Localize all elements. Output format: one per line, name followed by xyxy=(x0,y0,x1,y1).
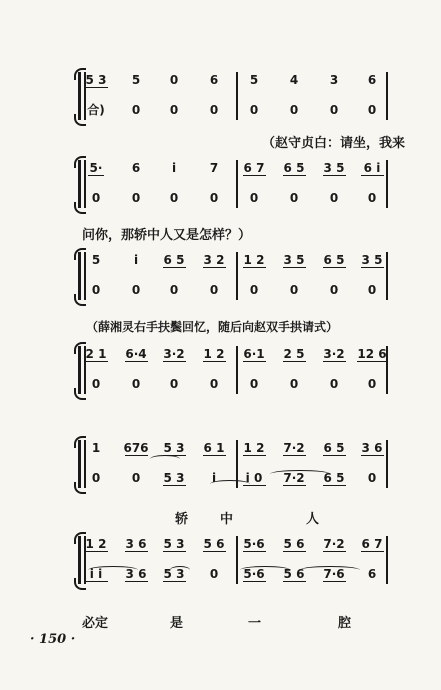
notation-beat: 0 xyxy=(169,103,179,117)
melody-row xyxy=(0,440,441,456)
notation-beat: 5· xyxy=(89,161,103,175)
stage-direction: （薛湘灵右手扶鬓回忆，随后向赵双手拱请式） xyxy=(86,320,339,334)
notation-beat: 5 3 xyxy=(85,73,107,87)
notation-beat: 676 xyxy=(123,441,149,455)
notation-beat: 1 2 xyxy=(243,253,265,267)
beat-underline xyxy=(85,361,108,362)
notation-beat: 5 3 xyxy=(163,471,185,485)
notation-beat: 0 xyxy=(209,191,219,205)
melody-row xyxy=(0,160,441,176)
beat-underline xyxy=(163,485,186,486)
notation-beat: 3 5 xyxy=(361,253,383,267)
beat-underline xyxy=(283,551,306,552)
notation-beat: 0 xyxy=(367,471,377,485)
notation-beat: 1 2 xyxy=(243,441,265,455)
notation-beat: 6 xyxy=(131,161,141,175)
slur xyxy=(240,566,290,574)
beat-underline xyxy=(163,551,186,552)
beat-underline xyxy=(323,551,346,552)
beat-underline xyxy=(125,455,148,456)
slur xyxy=(88,566,138,574)
notation-beat: 5 xyxy=(91,253,101,267)
notation-beat: 3·2 xyxy=(163,347,185,361)
notation-beat: 0 xyxy=(91,377,101,391)
beat-underline xyxy=(283,455,306,456)
notation-beat: i xyxy=(133,253,139,267)
notation-beat: 0 xyxy=(131,377,141,391)
notation-beat: 7 xyxy=(209,161,219,175)
beat-underline xyxy=(323,361,346,362)
lyric-biding: 必定 xyxy=(82,616,109,631)
beat-underline xyxy=(203,551,226,552)
notation-beat: 0 xyxy=(91,191,101,205)
accompaniment-row xyxy=(0,566,441,582)
slur xyxy=(270,470,330,478)
spoken-dialogue-2: 问你，那轿中人又是怎样？） xyxy=(82,228,252,243)
notation-beat: 0 xyxy=(249,283,259,297)
notation-beat: 3 6 xyxy=(125,537,147,551)
notation-beat: 6 xyxy=(367,567,377,581)
beat-underline xyxy=(85,551,108,552)
notation-beat: 6 5 xyxy=(323,471,345,485)
notation-beat: 5 6 xyxy=(203,537,225,551)
beat-underline xyxy=(361,551,384,552)
beat-underline xyxy=(323,267,346,268)
spoken-dialogue-1: （赵守贞白：请坐，我来 xyxy=(262,136,406,151)
accompaniment-row xyxy=(0,102,441,118)
notation-beat: 0 xyxy=(367,377,377,391)
notation-beat: 1 2 xyxy=(203,347,225,361)
notation-beat: 3 5 xyxy=(283,253,305,267)
notation-beat: 6 7 xyxy=(243,161,265,175)
notation-beat: 3 2 xyxy=(203,253,225,267)
beat-underline xyxy=(125,361,148,362)
notation-beat: 5 xyxy=(249,73,259,87)
accompaniment-row xyxy=(0,282,441,298)
notation-beat: 6·1 xyxy=(243,347,265,361)
notation-beat: 5·6 xyxy=(243,537,265,551)
beat-underline xyxy=(361,175,384,176)
beat-underline xyxy=(203,267,226,268)
notation-beat: 0 xyxy=(209,377,219,391)
notation-beat: 0 xyxy=(131,283,141,297)
slur xyxy=(210,480,250,488)
notation-beat: 3 6 xyxy=(361,441,383,455)
melody-row xyxy=(0,72,441,88)
notation-beat: 1 xyxy=(91,441,101,455)
notation-beat: 0 xyxy=(329,283,339,297)
notation-beat: 1 2 xyxy=(85,537,107,551)
melody-row xyxy=(0,252,441,268)
notation-beat: 5 xyxy=(131,73,141,87)
beat-underline xyxy=(163,581,186,582)
lyric-jiao: 轿 xyxy=(175,512,189,527)
notation-beat: 0 xyxy=(329,103,339,117)
beat-underline xyxy=(88,175,104,176)
notation-beat: 0 xyxy=(169,377,179,391)
notation-beat: 6 5 xyxy=(323,441,345,455)
notation-beat: 0 xyxy=(289,191,299,205)
notation-beat: 4 xyxy=(289,73,299,87)
notation-beat: 0 xyxy=(91,471,101,485)
notation-beat: 0 xyxy=(209,103,219,117)
lyric-yi: 一 xyxy=(248,616,262,631)
slur xyxy=(170,566,190,574)
notation-beat: 5 3 xyxy=(163,567,185,581)
lyric-ren: 人 xyxy=(306,512,320,527)
beat-underline xyxy=(163,267,186,268)
beat-underline xyxy=(203,361,226,362)
beat-underline xyxy=(283,267,306,268)
notation-beat: 0 xyxy=(367,283,377,297)
lyric-zhong: 中 xyxy=(220,512,234,527)
beat-underline xyxy=(323,581,346,582)
notation-beat: 3 6 xyxy=(125,567,147,581)
beat-underline xyxy=(243,175,266,176)
notation-beat: 6 7 xyxy=(361,537,383,551)
notation-beat: 6 i xyxy=(363,161,381,175)
notation-beat: 3·2 xyxy=(323,347,345,361)
beat-underline xyxy=(323,455,346,456)
beat-underline xyxy=(243,581,266,582)
beat-underline xyxy=(243,455,266,456)
notation-beat: 0 xyxy=(209,567,219,581)
notation-beat: 0 xyxy=(289,103,299,117)
notation-beat: 0 xyxy=(249,191,259,205)
notation-beat: 5·6 xyxy=(243,567,265,581)
accompaniment-row xyxy=(0,190,441,206)
notation-beat: 5 6 xyxy=(283,567,305,581)
beat-underline xyxy=(163,361,186,362)
notation-beat: 2 5 xyxy=(283,347,305,361)
lyric-qiang: 腔 xyxy=(338,616,352,631)
beat-underline xyxy=(243,361,266,362)
beat-underline xyxy=(203,455,226,456)
notation-beat: 6 5 xyxy=(323,253,345,267)
notation-beat: 0 xyxy=(329,191,339,205)
notation-beat: 6 5 xyxy=(163,253,185,267)
notation-beat: 7·6 xyxy=(323,567,345,581)
notation-beat: 7·2 xyxy=(283,471,305,485)
notation-beat: 合) xyxy=(87,103,105,117)
beat-underline xyxy=(243,267,266,268)
notation-beat: i i xyxy=(89,567,103,581)
beat-underline xyxy=(283,175,306,176)
beat-underline xyxy=(361,267,384,268)
notation-beat: 0 xyxy=(367,191,377,205)
beat-underline xyxy=(85,87,108,88)
beat-underline xyxy=(283,581,306,582)
notation-beat: 6 5 xyxy=(283,161,305,175)
beat-underline xyxy=(85,581,108,582)
notation-beat: 0 xyxy=(329,377,339,391)
notation-beat: 2 1 xyxy=(85,347,107,361)
beat-underline xyxy=(323,175,346,176)
notation-beat: 6 1 xyxy=(203,441,225,455)
beat-underline xyxy=(283,485,306,486)
notation-beat: 6 xyxy=(367,73,377,87)
notation-beat: 0 xyxy=(367,103,377,117)
notation-beat: 0 xyxy=(169,283,179,297)
notation-beat: 3 5 xyxy=(323,161,345,175)
melody-row xyxy=(0,346,441,362)
notation-beat: 0 xyxy=(209,283,219,297)
notation-beat: 7·2 xyxy=(323,537,345,551)
notation-beat: i xyxy=(211,471,217,485)
notation-beat: 5 3 xyxy=(163,441,185,455)
notation-beat: 5 6 xyxy=(283,537,305,551)
beat-underline xyxy=(125,551,148,552)
notation-beat: 0 xyxy=(91,283,101,297)
notation-beat: 12 6 xyxy=(357,347,387,361)
notation-beat: 6 xyxy=(209,73,219,87)
notation-beat: i xyxy=(171,161,177,175)
notation-beat: 3 xyxy=(329,73,339,87)
beat-underline xyxy=(283,361,306,362)
notation-beat: 0 xyxy=(169,73,179,87)
beat-underline xyxy=(243,551,266,552)
beat-underline xyxy=(361,455,384,456)
slur xyxy=(150,455,180,463)
slur xyxy=(300,566,360,574)
notation-beat: 0 xyxy=(249,103,259,117)
notation-beat: 0 xyxy=(289,283,299,297)
beat-underline xyxy=(323,485,346,486)
notation-beat: 0 xyxy=(249,377,259,391)
notation-beat: 0 xyxy=(131,471,141,485)
beat-underline xyxy=(125,581,148,582)
page-number: · 150 · xyxy=(30,632,76,647)
notation-beat: 0 xyxy=(289,377,299,391)
beat-underline xyxy=(357,361,387,362)
notation-beat: 0 xyxy=(131,191,141,205)
notation-beat: i 0 xyxy=(245,471,263,485)
notation-beat: 5 3 xyxy=(163,537,185,551)
notation-beat: 0 xyxy=(169,191,179,205)
lyric-shi: 是 xyxy=(170,616,184,631)
melody-row xyxy=(0,536,441,552)
notation-beat: 0 xyxy=(131,103,141,117)
accompaniment-row xyxy=(0,376,441,392)
notation-beat: 6·4 xyxy=(125,347,147,361)
notation-beat: 7·2 xyxy=(283,441,305,455)
